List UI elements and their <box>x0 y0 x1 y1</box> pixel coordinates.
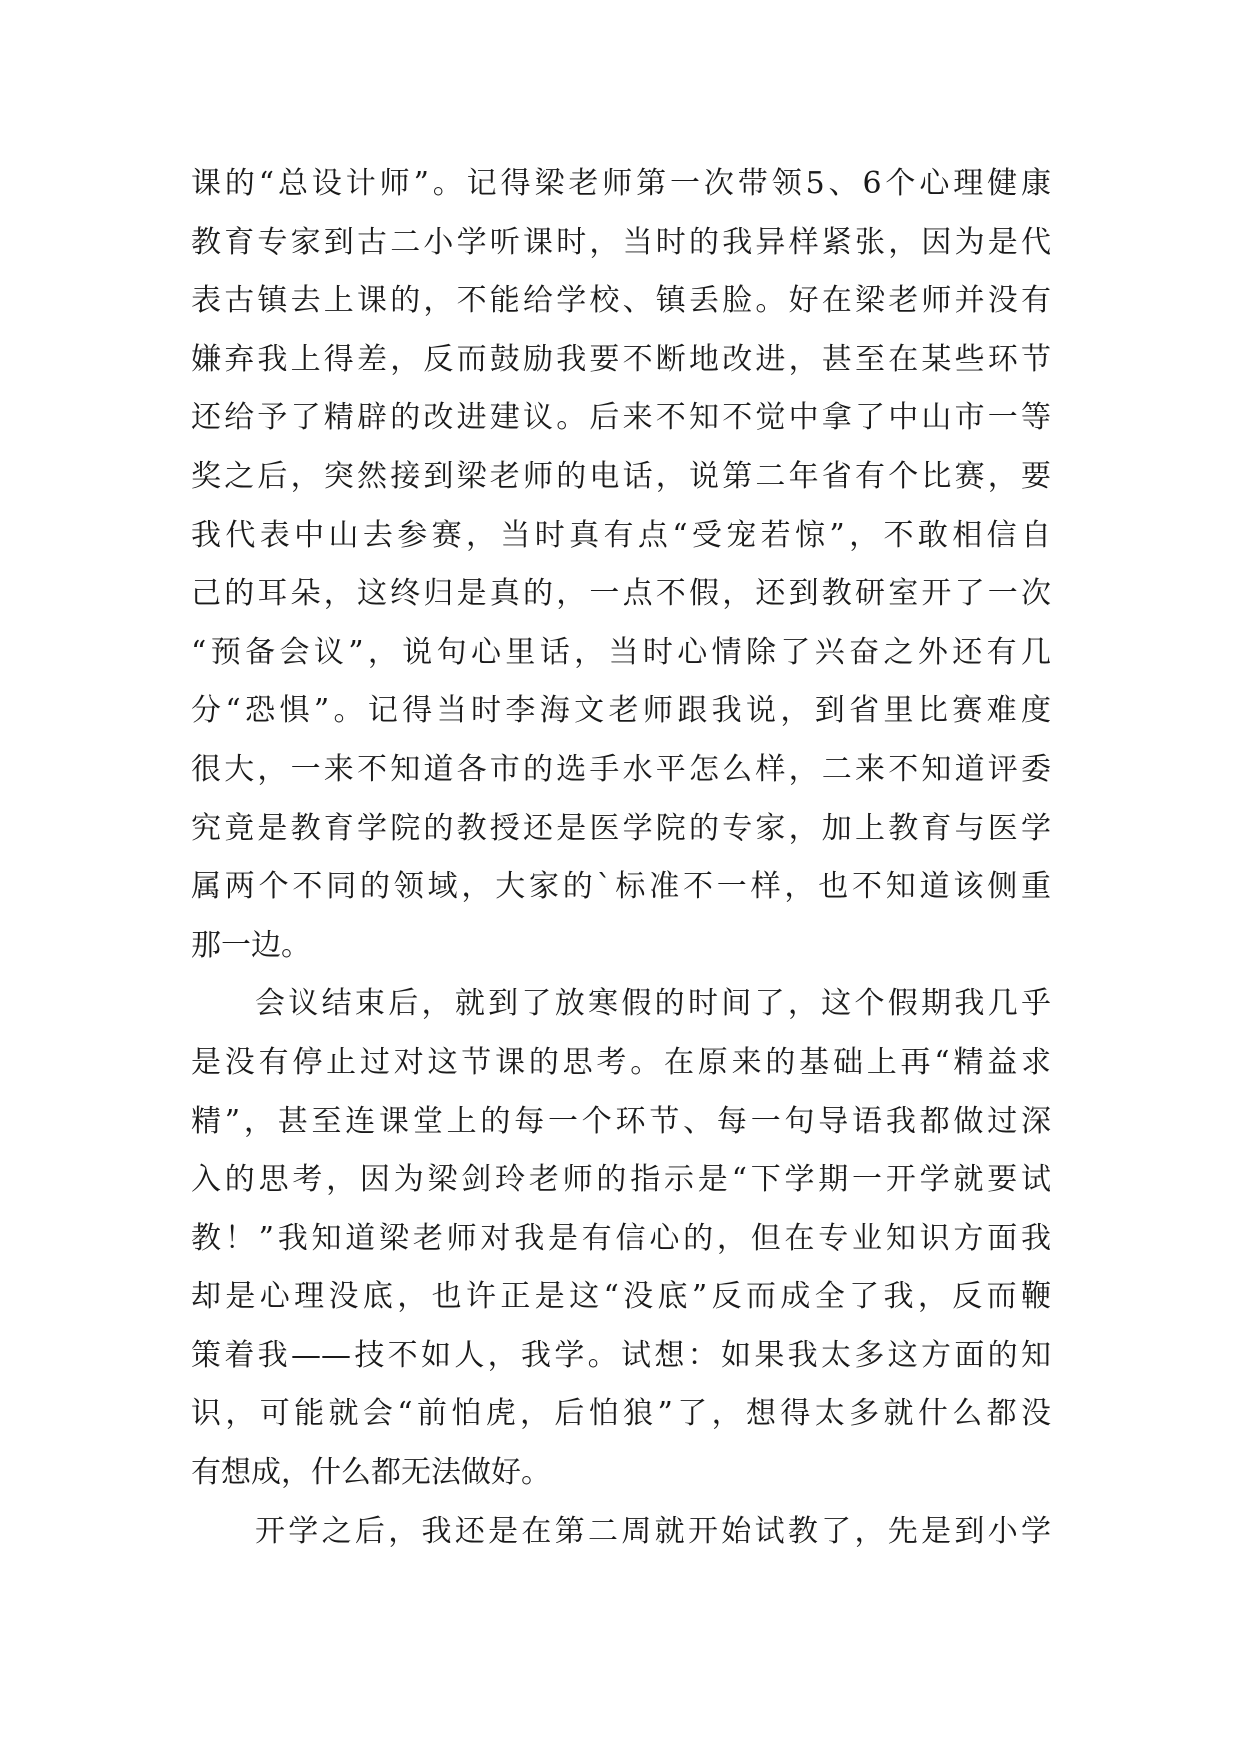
text-line: 那一边。 <box>191 927 311 963</box>
text-line: 识，可能就会“前怕虎，后怕狼”了，想得太多就什么都没 <box>191 1396 1051 1432</box>
text-line: 是没有停止过对这节课的思考。在原来的基础上再“精益求 <box>191 1044 1051 1080</box>
text-line: 嫌弃我上得差，反而鼓励我要不断地改进，甚至在某些环节 <box>191 341 1051 377</box>
text-line: 却是心理没底，也许正是这“没底”反而成全了我，反而鞭 <box>191 1279 1051 1315</box>
text-line: 属两个不同的领域，大家的`标准不一样，也不知道该侧重 <box>191 869 1051 905</box>
text-line: 奖之后，突然接到梁老师的电话，说第二年省有个比赛，要 <box>191 458 1051 494</box>
text-line: 很大，一来不知道各市的选手水平怎么样，二来不知道评委 <box>191 751 1051 787</box>
text-line: 表古镇去上课的，不能给学校、镇丢脸。好在梁老师并没有 <box>191 283 1051 319</box>
text-line: 策着我——技不如人，我学。试想：如果我太多这方面的知 <box>191 1337 1051 1373</box>
text-line: 己的耳朵，这终归是真的，一点不假，还到教研室开了一次 <box>191 576 1051 612</box>
text-line: 开学之后，我还是在第二周就开始试教了，先是到小学 <box>255 1513 1051 1549</box>
text-line: 精”，甚至连课堂上的每一个环节、每一句导语我都做过深 <box>191 1103 1051 1139</box>
text-line: 有想成，什么都无法做好。 <box>191 1455 551 1491</box>
text-line: 课的“总设计师”。记得梁老师第一次带领5、6个心理健康 <box>191 166 1051 201</box>
body-text <box>191 155 1051 1561</box>
text-line: 教育专家到古二小学听课时，当时的我异样紧张，因为是代 <box>191 224 1051 260</box>
text-line: 教！”我知道梁老师对我是有信心的，但在专业知识方面我 <box>191 1220 1051 1256</box>
text-line: 还给予了精辟的改进建议。后来不知不觉中拿了中山市一等 <box>191 400 1051 436</box>
text-line: 会议结束后，就到了放寒假的时间了，这个假期我几乎 <box>255 986 1051 1022</box>
text-line: 分“恐惧”。记得当时李海文老师跟我说，到省里比赛难度 <box>191 693 1051 729</box>
text-line: 究竟是教育学院的教授还是医学院的专家，加上教育与医学 <box>191 810 1051 846</box>
text-line: 入的思考，因为梁剑玲老师的指示是“下学期一开学就要试 <box>191 1162 1051 1198</box>
text-line: 我代表中山去参赛，当时真有点“受宠若惊”，不敢相信自 <box>191 517 1051 553</box>
text-line: “预备会议”，说句心里话，当时心情除了兴奋之外还有几 <box>191 634 1051 670</box>
